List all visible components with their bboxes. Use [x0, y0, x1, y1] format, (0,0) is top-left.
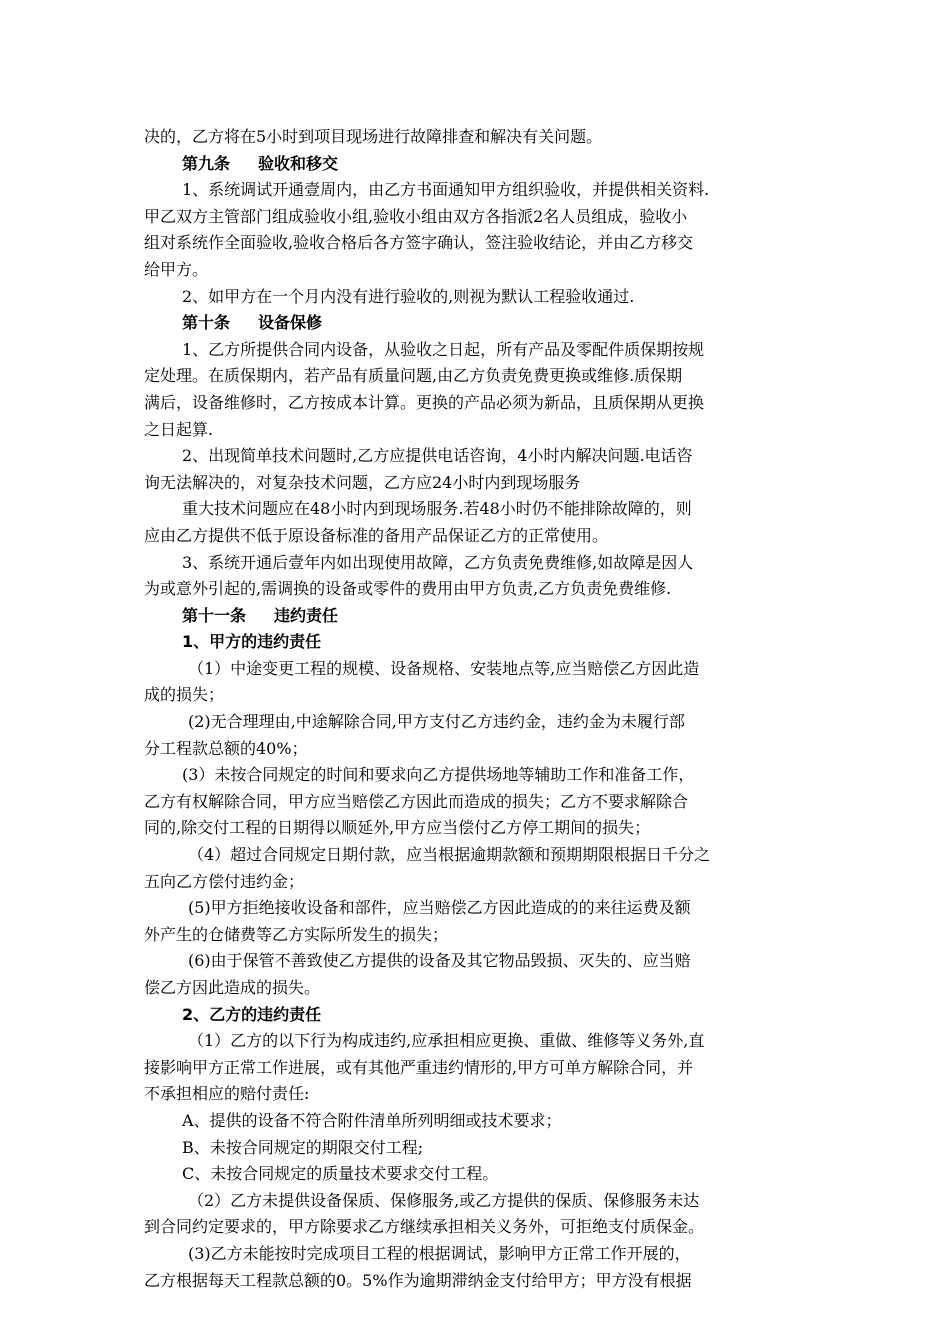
- article-number: 第十条: [182, 313, 231, 333]
- paragraph-line: (3)乙方未能按时完成项目工程的根据调试，影响甲方正常工作开展的，: [188, 1243, 691, 1263]
- section-subheading: 2、乙方的违约责任: [182, 1004, 322, 1024]
- paragraph-line: （1）乙方的以下行为构成违约,应承担相应更换、重做、维修等义务外,直: [188, 1031, 705, 1051]
- article-heading: [144, 310, 812, 337]
- paragraph-line: 定处理。在质保期内，若产品有质量问题,由乙方负责免费更换或维修.质保期: [144, 366, 683, 386]
- paragraph-line: 五向乙方偿付违约金；: [144, 871, 305, 891]
- paragraph-line: （1）中途变更工程的规模、设备规格、安装地点等,应当赔偿乙方因此造: [188, 658, 700, 678]
- paragraph-line: (2)无合理理由,中途解除合同,甲方支付乙方违约金，违约金为未履行部: [188, 712, 685, 732]
- paragraph-line: 分工程款总额的40%；: [144, 738, 308, 758]
- article-number: 第九条: [182, 153, 231, 173]
- paragraph-line: (6)由于保管不善致使乙方提供的设备及其它物品毁损、灭失的、应当赔: [188, 951, 691, 971]
- paragraph-line: 同的,除交付工程的日期得以顺延外,甲方应当偿付乙方停工期间的损失；: [144, 818, 651, 838]
- article-title: 验收和移交: [258, 153, 339, 173]
- section-subheading: 1、甲方的违约责任: [182, 632, 322, 652]
- paragraph-line: 之日起算.: [144, 419, 214, 439]
- paragraph-line: 重大技术问题应在48小时内到现场服务.若48小时仍不能排除故障的，则: [182, 499, 692, 519]
- article-heading: [144, 151, 812, 178]
- paragraph-line: 到合同约定要求的，甲方除要求乙方继续承担相关义务外，可拒绝支付质保金。: [144, 1217, 705, 1237]
- paragraph-line: 成的损失；: [144, 685, 225, 705]
- paragraph-line: 为或意外引起的,需调换的设备或零件的费用由甲方负责,乙方负责免费维修.: [144, 579, 672, 599]
- paragraph-line: A、提供的设备不符合附件清单所列明细或技术要求；: [182, 1110, 562, 1130]
- paragraph-line: 决的，乙方将在5小时到项目现场进行故障排查和解决有关问题。: [144, 127, 603, 146]
- paragraph-line: 1、系统调试开通壹周内，由乙方书面通知甲方组织验收，并提供相关资料.: [182, 180, 710, 200]
- paragraph-line: 偿乙方因此造成的损失。: [144, 978, 321, 997]
- document-page: [144, 124, 812, 1294]
- paragraph-line: 3、系统开通后壹年内如出现使用故障，乙方负责免费维修,如故障是因人: [182, 552, 694, 572]
- article-number: 第十一条: [182, 605, 247, 625]
- paragraph-line: 满后，设备维修时，乙方按成本计算。更换的产品必须为新品，且质保期从更换: [144, 392, 705, 412]
- article-title: 违约责任: [274, 605, 339, 625]
- paragraph-line: 乙方根据每天工程款总额的0。5%作为逾期滞纳金支付给甲方；甲方没有根据: [144, 1270, 692, 1290]
- paragraph-line: B、未按合同规定的期限交付工程;: [182, 1137, 424, 1157]
- paragraph-line: 询无法解决的，对复杂技术问题，乙方应24小时内到现场服务: [144, 472, 581, 492]
- paragraph-line: 2、如甲方在一个月内没有进行验收的,则视为默认工程验收通过.: [182, 286, 635, 306]
- paragraph-line: 甲乙双方主管部门组成验收小组,验收小组由双方各指派2名人员组成，验收小: [144, 206, 688, 226]
- paragraph-line: 外产生的仓储费等乙方实际所发生的损失；: [144, 924, 449, 944]
- paragraph-line: （4）超过合同规定日期付款，应当根据逾期款额和预期期限根据日千分之: [188, 845, 711, 865]
- paragraph-line: 1、乙方所提供合同内设备，从验收之日起，所有产品及零配件质保期按规: [182, 339, 705, 359]
- paragraph-line: 接影响甲方正常工作进展，或有其他严重违约情形的,甲方可单方解除合同，并: [144, 1057, 694, 1077]
- paragraph-line: (3）未按合同规定的时间和要求向乙方提供场地等辅助工作和准备工作，: [182, 765, 695, 785]
- paragraph-line: （2）乙方未提供设备保质、保修服务,或乙方提供的保质、保修服务未达: [188, 1190, 700, 1210]
- paragraph-line: 乙方有权解除合同，甲方应当赔偿乙方因此而造成的损失；乙方不要求解除合: [144, 791, 689, 811]
- article-heading: [144, 603, 812, 630]
- paragraph-line: 给甲方。: [144, 259, 209, 279]
- article-title: 设备保修: [258, 313, 323, 333]
- paragraph-line: (5)甲方拒绝接收设备和部件，应当赔偿乙方因此造成的的来往运费及额: [188, 898, 691, 918]
- paragraph-line: 应由乙方提供不低于原设备标准的备用产品保证乙方的正常使用。: [144, 525, 609, 545]
- paragraph-line: 2、出现简单技术问题时,乙方应提供电话咨询，4小时内解决问题.电话咨: [182, 446, 693, 466]
- paragraph-line: 不承担相应的赔付责任:: [144, 1084, 310, 1104]
- paragraph-line: C、未按合同规定的质量技术要求交付工程。: [182, 1164, 499, 1184]
- paragraph-line: 组对系统作全面验收,验收合格后各方签字确认，签注验收结论，并由乙方移交: [144, 233, 694, 253]
